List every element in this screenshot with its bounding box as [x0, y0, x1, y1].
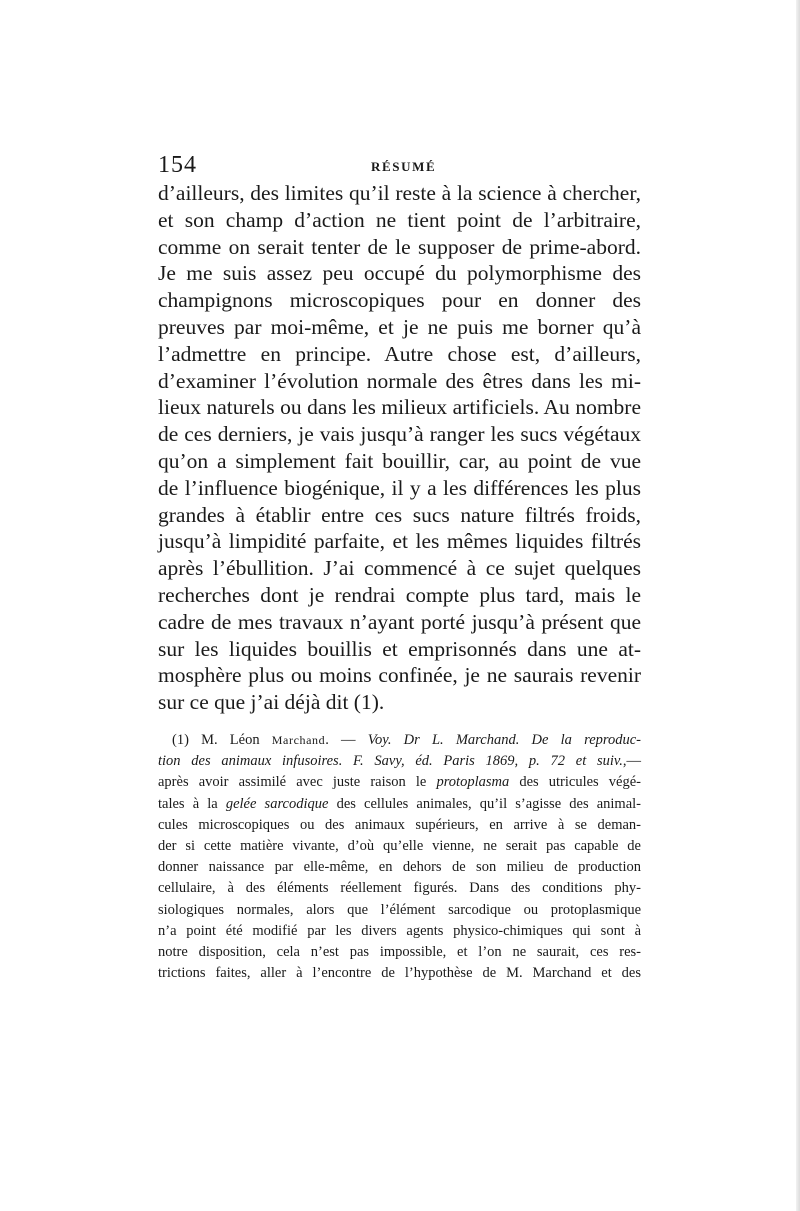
- footnote-text: des utricules végé-: [519, 774, 641, 791]
- footnote-line: [158, 730, 641, 751]
- text-line: mosphère plus ou moins confinée, je ne saurais revenir: [158, 663, 641, 688]
- footnote-term-protoplasma: protoplasma: [436, 774, 510, 791]
- footnote-line: der si cette matière vivante, d’où qu’elle vienne, ne serait pas capable de: [158, 838, 641, 855]
- text-line: de ces derniers, je vais jusqu’à ranger les sucs végétaux: [158, 422, 641, 447]
- text-line: et son champ d’action ne tient point de l’arbitraire,: [158, 207, 641, 232]
- text-line-last: sur ce que j’ai déjà dit (1).: [158, 690, 385, 715]
- text-line: d’examiner l’évolution normale des êtres dans les mi-: [158, 368, 641, 393]
- page-edge-shadow: [796, 0, 800, 1211]
- footnote-line: trictions faites, aller à l’encontre de l’hypothèse de M. Marchand et des: [158, 965, 641, 982]
- footnote: [158, 730, 641, 984]
- footnote-line: [158, 772, 641, 793]
- footnote-line: siologiques normales, alors que l’élément sarcodique ou protoplasmique: [158, 901, 641, 918]
- footnote-text: après avoir assimilé avec juste raison le: [158, 774, 427, 791]
- text-line: de l’influence biogénique, il y a les différences les plus: [158, 475, 641, 500]
- text-line: recherches dont je rendrai compte plus tard, mais le: [158, 582, 641, 607]
- footnote-line-tail: ,—: [622, 753, 641, 770]
- footnote-line: [158, 751, 641, 772]
- text-line: sur les liquides bouillis et emprisonnés dans une at-: [158, 636, 641, 661]
- footnote-citation-cont: tion des animaux infusoires. F. Savy, éd. Paris 1869, p. 72 et suiv.: [158, 753, 623, 770]
- footnote-citation: Voy. Dr L. Marchand. De la reproduc-: [367, 732, 642, 748]
- text-line: l’admettre en principe. Autre chose est, d’ailleurs,: [158, 341, 641, 366]
- text-line: cadre de mes travaux n’ayant porté jusqu’à présent que: [158, 609, 641, 634]
- text-line: qu’on a simplement fait bouillir, car, au point de vue: [158, 448, 641, 473]
- running-head: RÉSUMÉ: [371, 159, 437, 174]
- page-header: [158, 152, 641, 182]
- footnote-author: Marchand: [271, 733, 326, 747]
- text-line: champignons microscopiques pour en donner des: [158, 288, 641, 313]
- footnote-line: [158, 794, 641, 815]
- text-line: jusqu’à limpidité parfaite, et les mêmes liquides filtrés: [158, 529, 641, 554]
- footnote-text: tales à la: [158, 795, 218, 812]
- text-line: Je me suis assez peu occupé du polymorphisme des: [158, 261, 641, 286]
- footnote-marker: (1) M. Léon: [172, 732, 260, 748]
- page-number: 154: [158, 152, 197, 178]
- footnote-line: cellulaire, à des éléments réellement figurés. Dans des conditions phy-: [158, 880, 641, 897]
- text-line: preuves par moi-même, et je ne puis me borner qu’à: [158, 314, 641, 339]
- footnote-line: cules microscopiques ou des animaux supérieurs, en arrive à se deman-: [158, 816, 641, 833]
- footnote-line: n’a point été modifié par les divers agents physico-chimiques qui sont à: [158, 922, 641, 939]
- text-line: d’ailleurs, des limites qu’il reste à la science à chercher,: [158, 181, 641, 205]
- footnote-line: notre disposition, cela n’est pas impossible, et l’on ne saurait, ces res-: [158, 944, 641, 961]
- text-line: après l’ébullition. J’ai commencé à ce sujet quelques: [158, 556, 641, 581]
- text-line: lieux naturels ou dans les milieux artificiels. Au nombre: [158, 395, 641, 420]
- text-line: comme on serait tenter de le supposer de prime-abord.: [158, 234, 641, 259]
- footnote-dash: . —: [325, 732, 356, 748]
- footnote-text: des cellules animales, qu’il s’agisse des animal-: [336, 795, 641, 812]
- footnote-term-gelee: gelée sarcodique: [225, 795, 329, 812]
- main-paragraph: [158, 180, 641, 716]
- footnote-line: donner naissance par elle-même, en dehors de son milieu de production: [158, 859, 641, 876]
- text-line: grandes à établir entre ces sucs nature filtrés froids,: [158, 502, 641, 527]
